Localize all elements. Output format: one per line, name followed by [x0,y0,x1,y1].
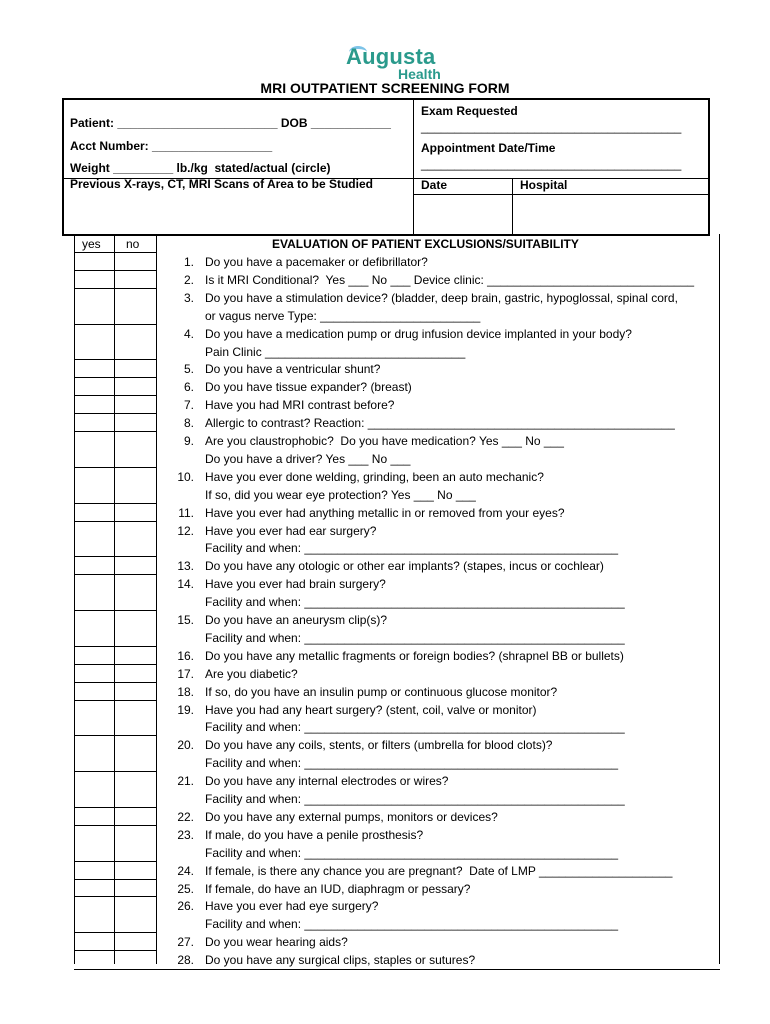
question-number: 11. [178,505,194,520]
question-number: 10. [177,469,194,484]
no-checkbox[interactable] [115,325,156,361]
question-text: If so, did you wear eye protection? Yes ___ No ___ [205,487,476,502]
question-text: Is it MRI Conditional? Yes ___ No ___ Device clinic: _______________________________ [205,272,695,287]
no-checkbox[interactable] [115,772,156,808]
question-text: Facility and when: _______________________________________________ [205,845,619,860]
question-number: 6. [183,380,194,395]
question-text: Do you wear hearing aids? [205,935,348,950]
date-hospital-divider [512,178,513,236]
question-text: Are you claustrophobic? Do you have medication? Yes ___ No ___ [205,434,564,448]
no-checkbox[interactable] [115,289,156,325]
question-text: Do you have any coils, stents, or filters (umbrella for blood clots)? [205,738,553,753]
patient-header-box [62,98,710,236]
yes-checkbox[interactable] [75,736,114,772]
grid-right-border [719,234,720,964]
no-checkbox[interactable] [115,647,156,665]
no-checkbox[interactable] [115,880,156,898]
yes-checkbox[interactable] [75,808,114,826]
question-number: 2. [183,272,194,287]
no-checkbox[interactable] [115,271,156,289]
no-checkbox[interactable] [115,951,156,969]
yes-checkbox[interactable] [75,271,114,289]
augusta-health-logo [346,44,446,84]
grid-no-divider [156,234,157,964]
yes-checkbox[interactable] [75,897,114,933]
no-checkbox[interactable] [115,826,156,862]
yes-checkbox[interactable] [75,378,114,396]
question-number: 3. [183,290,194,305]
question-number: 26. [177,899,194,914]
yes-checkbox[interactable] [75,325,114,361]
question-number: 28. [177,953,194,968]
yes-checkbox[interactable] [75,951,114,969]
form-title: MRI OUTPATIENT SCREENING FORM [260,80,510,96]
question-text: Pain Clinic ______________________________ [205,344,466,359]
yes-checkbox[interactable] [75,647,114,665]
question-number: 27. [177,935,194,950]
yes-checkbox[interactable] [75,468,114,504]
question-text: Facility and when: _______________________________________________ [205,756,619,771]
no-checkbox[interactable] [115,378,156,396]
question-text: If so, do you have an insulin pump or continuous glucose monitor? [205,684,558,699]
yes-checkbox[interactable] [75,432,114,468]
no-checkbox[interactable] [115,414,156,432]
question-number: 16. [177,648,194,663]
no-checkbox[interactable] [115,522,156,558]
question-text: Facility and when: ________________________________________________ [205,720,625,735]
no-checkbox[interactable] [115,253,156,271]
question-text: Do you have a medication pump or drug infusion device implanted in your body? [205,326,632,341]
no-checkbox[interactable] [115,665,156,683]
question-text: Do you have a pacemaker or defibrillator? [205,255,428,269]
question-text: Do you have any otologic or other ear implants? (stapes, incus or cochlear) [205,559,604,574]
yes-checkbox[interactable] [75,772,114,808]
question-text: Do you have any surgical clips, staples or sutures? [205,953,476,968]
question-text: Do you have tissue expander? (breast) [205,380,412,395]
question-text: Facility and when: ________________________________________________ [205,595,625,610]
question-text: Facility and when: _______________________________________________ [205,541,619,556]
question-text: Have you ever had ear surgery? [205,523,377,538]
header-divider [413,100,414,236]
no-checkbox[interactable] [115,557,156,575]
question-text: Do you have a stimulation device? (bladder, deep brain, gastric, hypoglossal, spinal cord, [205,290,678,305]
question-number: 22. [177,809,194,824]
question-number: 1. [183,255,194,269]
question-text: Do you have an aneurysm clip(s)? [205,613,388,627]
appointment-field[interactable]: _______________________________________ [421,157,682,171]
question-text: Allergic to contrast? Reaction: ______________________________________________ [205,416,675,431]
hospital-label: Hospital [520,178,568,192]
question-text: Do you have a ventricular shunt? [205,362,381,377]
no-checkbox[interactable] [115,701,156,737]
yes-checkbox[interactable] [75,522,114,558]
question-text: Do you have any internal electrodes or wires? [205,774,449,789]
question-number: 12. [177,523,194,538]
question-text: Do you have a driver? Yes ___ No ___ [205,451,411,466]
yes-checkbox[interactable] [75,253,114,271]
question-text: Have you ever had anything metallic in or removed from your eyes? [205,505,565,520]
question-number: 7. [183,398,194,413]
acct-number-field[interactable]: Acct Number: __________________ [70,139,273,153]
logo-text-health: Health [398,66,441,82]
question-number: 8. [183,416,194,431]
date-label: Date [421,178,448,192]
appointment-label: Appointment Date/Time [421,141,556,155]
yes-checkbox[interactable] [75,933,114,951]
no-checkbox[interactable] [115,468,156,504]
yes-checkbox[interactable] [75,665,114,683]
yes-checkbox[interactable] [75,504,114,522]
no-column-header: no [126,237,140,251]
question-number: 14. [177,577,194,592]
yes-column-header: yes [82,237,101,251]
question-number: 15. [177,613,194,627]
patient-dob-field[interactable]: Patient: ________________________ DOB ____________ [70,116,391,130]
question-number: 25. [177,881,194,896]
question-text: Do you have any external pumps, monitors or devices? [205,809,498,824]
evaluation-column-header: EVALUATION OF PATIENT EXCLUSIONS/SUITABILITY [272,237,579,251]
no-checkbox[interactable] [115,360,156,378]
yes-checkbox[interactable] [75,396,114,414]
yes-checkbox[interactable] [75,862,114,880]
grid-header-rule [74,252,156,253]
question-text: If male, do you have a penile prosthesis? [205,827,424,842]
no-checkbox[interactable] [115,683,156,701]
question-number: 24. [177,863,194,878]
exam-requested-label: Exam Requested [421,104,518,118]
question-text: Have you ever had brain surgery? [205,577,386,592]
question-text: If female, do have an IUD, diaphragm or pessary? [205,881,471,896]
previous-scans-label: Previous X-rays, CT, MRI Scans of Area to be Studied [70,177,373,191]
no-checkbox[interactable] [115,396,156,414]
exam-requested-field[interactable]: _______________________________________ [421,120,682,134]
yes-checkbox[interactable] [75,880,114,898]
yes-checkbox[interactable] [75,683,114,701]
yes-checkbox[interactable] [75,360,114,378]
exclusions-table [74,234,720,968]
question-number: 20. [177,738,194,753]
yes-checkbox[interactable] [75,611,114,647]
question-number: 5. [183,362,194,377]
no-checkbox[interactable] [115,611,156,647]
question-text: If female, is there any chance you are pregnant? Date of LMP ____________________ [205,863,673,878]
question-text: or vagus nerve Type: ________________________ [205,308,481,323]
question-number: 13. [177,559,194,574]
no-checkbox[interactable] [115,736,156,772]
no-checkbox[interactable] [115,862,156,880]
question-text: Have you ever had eye surgery? [205,899,379,914]
question-number: 21. [177,774,194,789]
question-number: 23. [177,827,194,842]
yes-checkbox[interactable] [75,826,114,862]
yes-checkbox[interactable] [75,575,114,611]
yes-checkbox[interactable] [75,289,114,325]
question-text: Have you had MRI contrast before? [205,398,395,413]
no-checkbox[interactable] [115,575,156,611]
yes-checkbox[interactable] [75,701,114,737]
no-checkbox[interactable] [115,808,156,826]
header-rule-right [413,194,708,195]
question-number: 18. [177,684,194,699]
question-number: 19. [177,702,194,717]
no-checkbox[interactable] [115,897,156,933]
yes-checkbox[interactable] [75,557,114,575]
grid-bottom-border [74,969,720,970]
question-text: Facility and when: ________________________________________________ [205,630,625,645]
question-text: Facility and when: _______________________________________________ [205,917,619,932]
yes-checkbox[interactable] [75,414,114,432]
no-checkbox[interactable] [115,504,156,522]
weight-field[interactable]: Weight _________ lb./kg stated/actual (circle) [70,161,331,175]
no-checkbox[interactable] [115,933,156,951]
question-text: Have you had any heart surgery? (stent, coil, valve or monitor) [205,702,537,717]
question-text: Are you diabetic? [205,666,298,681]
question-text: Do you have any metallic fragments or foreign bodies? (shrapnel BB or bullets) [205,648,624,663]
no-checkbox[interactable] [115,432,156,468]
question-number: 17. [177,666,194,681]
question-number: 4. [183,326,194,341]
question-number: 9. [183,434,194,448]
question-text: Facility and when: ________________________________________________ [205,792,625,806]
question-text: Have you ever done welding, grinding, been an auto mechanic? [205,469,544,484]
logo-text-augusta: Augusta [346,44,436,69]
